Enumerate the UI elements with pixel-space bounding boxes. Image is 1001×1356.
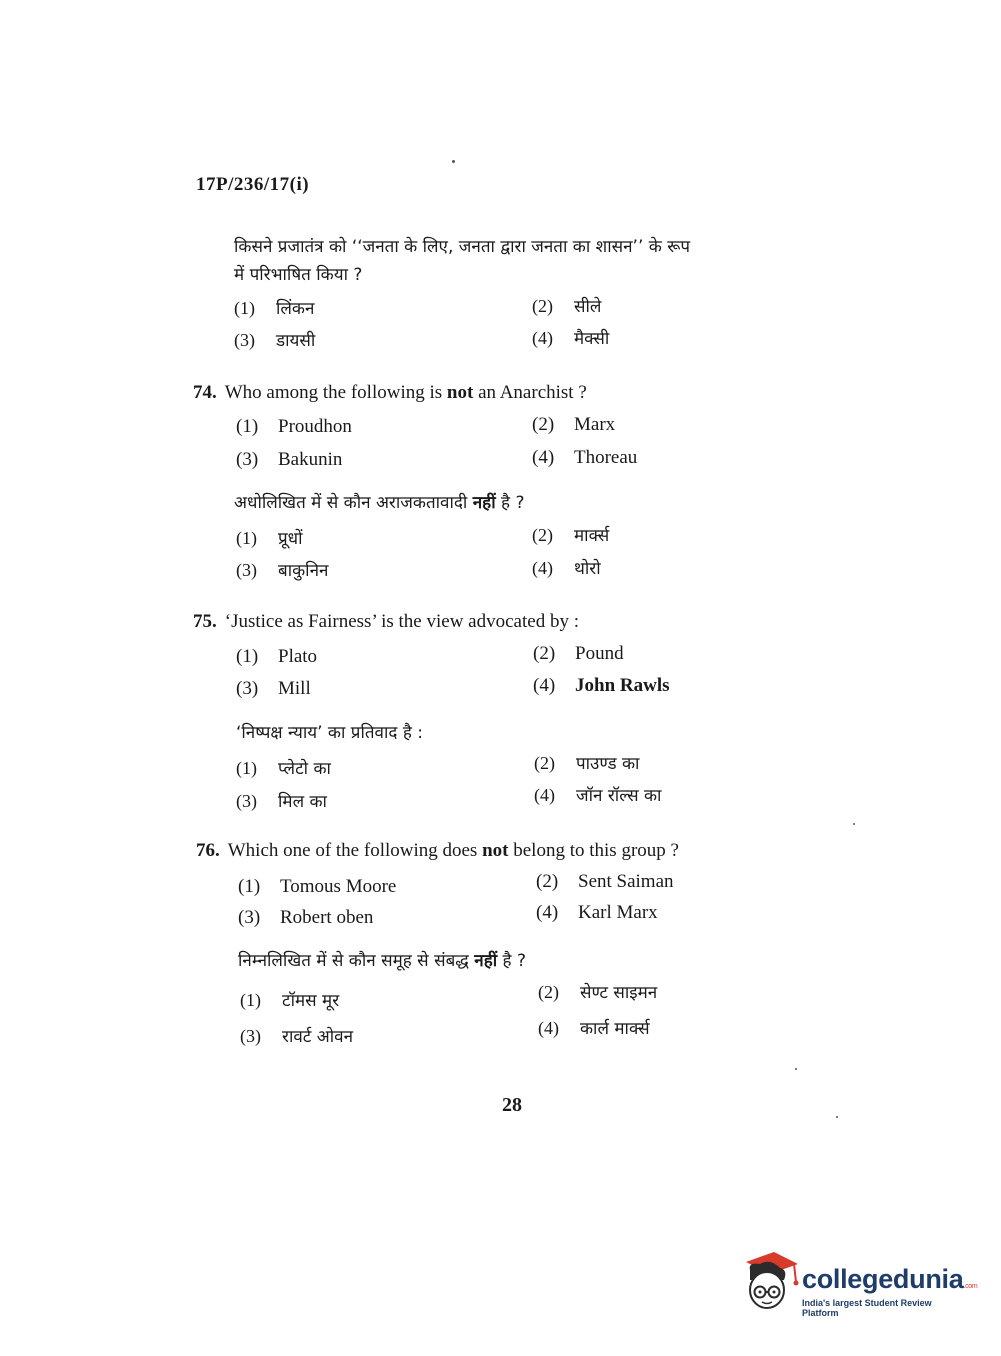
q75-number: 75. [193,611,217,632]
q74-hindi-option-3: (3) बाकुनिन [236,560,329,581]
scan-speck [853,823,855,825]
q75-option-4: (4) John Rawls [533,675,670,696]
scan-speck [836,1116,838,1118]
q76-option-2: (2) Sent Saiman [536,871,674,892]
q76-option-1: (1) Tomous Moore [238,876,397,897]
q75-option-2: (2) Pound [533,643,624,664]
q74-hindi-option-4: (4) थोरो [532,558,601,579]
q75-question: 75. ‘Justice as Fairness’ is the view advocated by : [193,611,579,632]
q76-number: 76. [196,840,220,861]
q74-option-4: (4) Thoreau [532,447,638,468]
q73-hindi-line2: में परिभाषित किया ? [234,265,363,285]
q73-hindi-option-4: (4) मैक्सी [532,328,610,349]
q74-hindi-question: अधोलिखित में से कौन अराजकतावादी नहीं है ? [234,493,525,513]
q76-hindi-option-2: (2) सेण्ट साइमन [538,982,658,1003]
q76-hindi-option-4: (4) कार्ल मार्क्स [538,1018,650,1039]
scan-speck [795,1068,797,1070]
q75-option-3: (3) Mill [236,678,311,699]
q75-hindi-option-1: (1) प्लेटो का [236,758,331,779]
brand-name: collegedunia.com [802,1264,978,1294]
paper-code: 17P/236/17(i) [196,174,310,195]
q74-question: 74. Who among the following is not an Anarchist ? [193,382,587,403]
q76-hindi-option-3: (3) रावर्ट ओवन [240,1026,354,1047]
q74-number: 74. [193,382,217,403]
q75-option-1: (1) Plato [236,646,318,667]
brand-tagline: India's largest Student Review Platform [802,1298,932,1318]
q74-option-3: (3) Bakunin [236,449,343,470]
q74-option-1: (1) Proudhon [236,416,352,437]
q76-option-3: (3) Robert oben [238,907,374,928]
q76-hindi-question: निम्नलिखित में से कौन समूह से संबद्ध नहीं है ? [238,951,527,971]
q75-hindi-option-3: (3) मिल का [236,791,327,812]
q75-hindi-question: ‘निष्पक्ष न्याय’ का प्रतिवाद है : [236,723,423,743]
q76-option-4: (4) Karl Marx [536,902,658,923]
q76-hindi-option-1: (1) टॉमस मूर [240,990,340,1011]
q74-option-2: (2) Marx [532,414,616,435]
q73-hindi-option-3: (3) डायसी [234,330,316,351]
q76-question: 76. Which one of the following does not belong to this group ? [196,840,679,861]
q73-hindi-line1: किसने प्रजातंत्र को ‘‘जनता के लिए, जनता द्वारा जनता का शासन’’ के रूप [234,237,691,257]
q75-hindi-option-2: (2) पाउण्ड का [534,753,640,774]
scan-speck [452,160,455,163]
q74-hindi-option-2: (2) मार्क्स [532,525,610,546]
q73-hindi-option-1: (1) लिंकन [234,298,315,319]
mascot-icon [740,1248,800,1318]
page-number: 28 [502,1094,522,1116]
collegedunia-logo [740,1248,978,1318]
q75-hindi-option-4: (4) जॉन रॉल्स का [534,785,662,806]
q74-hindi-option-1: (1) प्रूधों [236,528,303,549]
q73-hindi-option-2: (2) सीले [532,296,602,317]
